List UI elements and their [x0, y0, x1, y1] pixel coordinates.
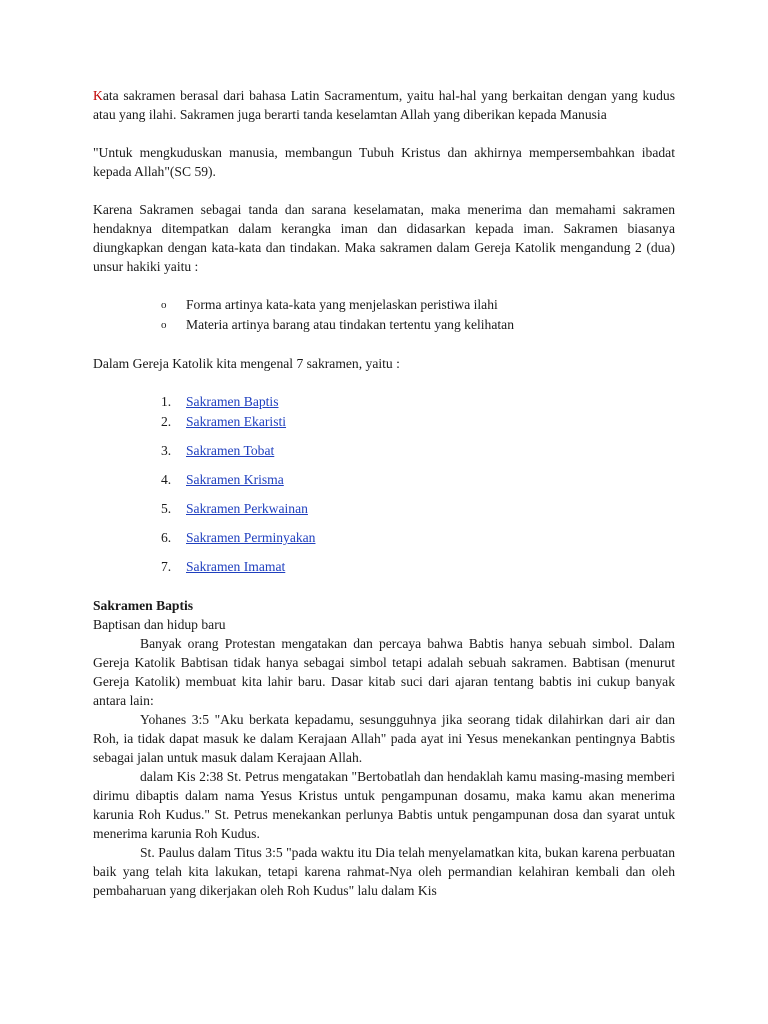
sacrament-item: 1. Sakramen Baptis	[161, 394, 279, 409]
sacrament-item: 2. Sakramen Ekaristi	[161, 414, 287, 429]
sacrament-item: 3. Sakramen Tobat	[161, 443, 275, 458]
sacrament-list	[93, 392, 675, 577]
body-paragraph: dalam Kis 2:38 St. Petrus mengatakan "Bertobatlah dan hendaklah kamu masing-masing memberi dirimu dibaptis dalam nama Yesus Kristus untuk pengampunan dosamu, maka kamu akan menerima karunia Roh Kudus." St. Petrus menekankan perlunya Babtis untuk pengampunan dosa dan syarat untuk menerima karunia Roh Kudus.	[93, 769, 675, 841]
sacrament-item: 7. Sakramen Imamat	[161, 559, 286, 574]
body-paragraph: St. Paulus dalam Titus 3:5 "pada waktu itu Dia telah menyelamatkan kita, bukan karena perbuatan baik yang telah kita lakukan, tetapi karena rahmat-Nya oleh permandian kelahiran kembali dan oleh pembaharuan yang dikerjakan oleh Roh Kudus" lalu dalam Kis	[93, 845, 675, 898]
list-intro: Dalam Gereja Katolik kita mengenal 7 sakramen, yaitu :	[93, 356, 400, 371]
sacrament-definition-paragraph: Karena Sakramen sebagai tanda dan sarana keselamatan, maka menerima dan memahami sakramen hendaknya ditempatkan dalam kerangka iman dan didasarkan kepada iman. Sakramen biasanya diungkapkan dengan kata-kata dan tindakan. Maka sakramen dalam Gereja Katolik mengandung 2 (dua) unsur hakiki yaitu :	[93, 202, 675, 274]
link-sakramen-imamat[interactable]: Sakramen Imamat	[186, 559, 286, 574]
quote-paragraph: "Untuk mengkuduskan manusia, membangun Tubuh Kristus dan akhirnya mempersembahkan ibadat kepada Allah"(SC 59).	[93, 145, 675, 179]
link-sakramen-krisma[interactable]: Sakramen Krisma	[186, 472, 284, 487]
section-subheading: Baptisan dan hidup baru	[93, 617, 226, 632]
body-paragraph: Banyak orang Protestan mengatakan dan percaya bahwa Babtis hanya sebuah simbol. Dalam Gereja Katolik Babtisan tidak hanya sebagai simbol tetapi adalah sebuah sakramen. Babtisan (menurut Gereja Katolik) membuat kita lahir baru. Dasar kitab suci dari ajaran tentang babtis ini cukup banyak antara lain:	[93, 636, 675, 708]
list-item: o Materia artinya barang atau tindakan tertentu yang kelihatan	[161, 315, 675, 335]
dropcap-letter: K	[93, 88, 103, 103]
link-sakramen-baptis[interactable]: Sakramen Baptis	[186, 394, 279, 409]
link-sakramen-perkwainan[interactable]: Sakramen Perkwainan	[186, 501, 308, 516]
link-sakramen-tobat[interactable]: Sakramen Tobat	[186, 443, 275, 458]
list-item: o Forma artinya kata-kata yang menjelaskan peristiwa ilahi	[161, 295, 675, 315]
intro-paragraph	[93, 86, 675, 124]
sacrament-item: 6. Sakramen Perminyakan	[161, 530, 316, 545]
link-sakramen-ekaristi[interactable]: Sakramen Ekaristi	[186, 414, 287, 429]
sacrament-item: 5. Sakramen Perkwainan	[161, 501, 308, 516]
intro-text: ata sakramen berasal dari bahasa Latin Sacramentum, yaitu hal-hal yang berkaitan dengan yang kudus atau yang ilahi. Sakramen juga berarti tanda keselamtan Allah yang diberikan kepada Manusia	[93, 88, 675, 122]
bullet-marker: o	[161, 319, 167, 331]
link-sakramen-perminyakan[interactable]: Sakramen Perminyakan	[186, 530, 316, 545]
bullet-marker: o	[161, 299, 167, 311]
body-paragraph: Yohanes 3:5 "Aku berkata kepadamu, sesungguhnya jika seorang tidak dilahirkan dari air dan Roh, ia tidak dapat masuk ke dalam Kerajaan Allah" pada ayat ini Yesus menekankan pentingnya Babtis sebagai jalan untuk masuk dalam Kerajaan Allah.	[93, 712, 675, 765]
section-heading: Sakramen Baptis	[93, 598, 194, 613]
sacrament-item: 4. Sakramen Krisma	[161, 472, 284, 487]
elements-list	[93, 295, 675, 335]
